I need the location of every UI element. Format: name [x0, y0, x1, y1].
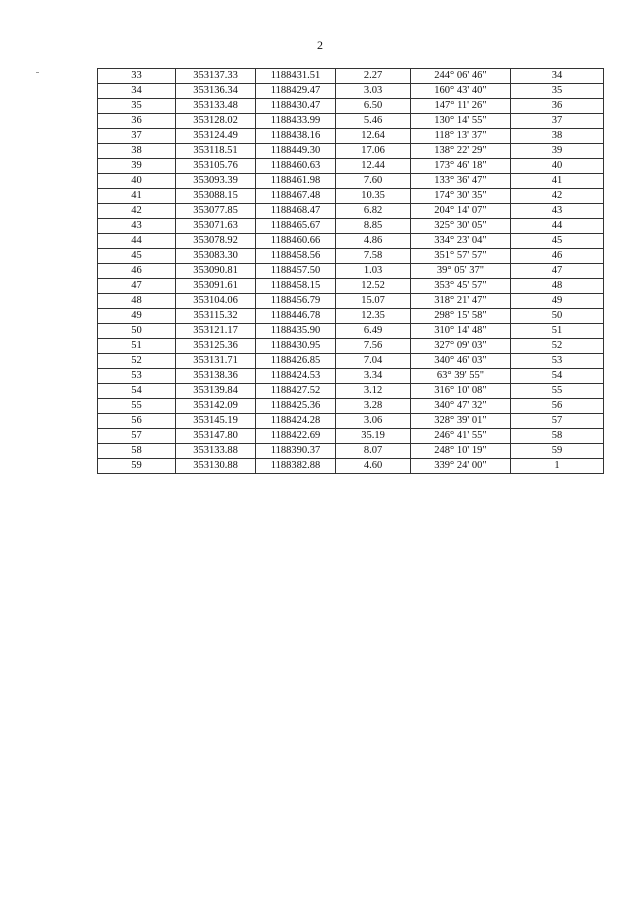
- point-number-cell: 52: [98, 354, 176, 369]
- point-number-cell: 41: [98, 189, 176, 204]
- y-coordinate-cell: 1188433.99: [256, 114, 336, 129]
- distance-cell: 6.49: [336, 324, 411, 339]
- x-coordinate-cell: 353130.88: [176, 459, 256, 474]
- table-row: [98, 414, 604, 429]
- x-coordinate-cell: 353088.15: [176, 189, 256, 204]
- table-row: [98, 294, 604, 309]
- y-coordinate-cell: 1188458.56: [256, 249, 336, 264]
- bearing-cell: 325° 30' 05": [411, 219, 511, 234]
- bearing-cell: 138° 22' 29": [411, 144, 511, 159]
- point-number-cell: 36: [98, 114, 176, 129]
- y-coordinate-cell: 1188390.37: [256, 444, 336, 459]
- next-point-cell: 57: [511, 414, 604, 429]
- next-point-cell: 52: [511, 339, 604, 354]
- next-point-cell: 53: [511, 354, 604, 369]
- y-coordinate-cell: 1188468.47: [256, 204, 336, 219]
- point-number-cell: 37: [98, 129, 176, 144]
- y-coordinate-cell: 1188426.85: [256, 354, 336, 369]
- point-number-cell: 40: [98, 174, 176, 189]
- y-coordinate-cell: 1188461.98: [256, 174, 336, 189]
- x-coordinate-cell: 353083.30: [176, 249, 256, 264]
- page-number: 2: [317, 38, 323, 52]
- bearing-cell: 340° 47' 32": [411, 399, 511, 414]
- distance-cell: 12.44: [336, 159, 411, 174]
- x-coordinate-cell: 353093.39: [176, 174, 256, 189]
- x-coordinate-cell: 353131.71: [176, 354, 256, 369]
- y-coordinate-cell: 1188438.16: [256, 129, 336, 144]
- bearing-cell: 39° 05' 37": [411, 264, 511, 279]
- table-row: [98, 354, 604, 369]
- y-coordinate-cell: 1188427.52: [256, 384, 336, 399]
- x-coordinate-cell: 353133.48: [176, 99, 256, 114]
- next-point-cell: 51: [511, 324, 604, 339]
- y-coordinate-cell: 1188460.66: [256, 234, 336, 249]
- table-row: [98, 219, 604, 234]
- distance-cell: 15.07: [336, 294, 411, 309]
- point-number-cell: 54: [98, 384, 176, 399]
- table-row: [98, 234, 604, 249]
- point-number-cell: 34: [98, 84, 176, 99]
- next-point-cell: 41: [511, 174, 604, 189]
- y-coordinate-cell: 1188425.36: [256, 399, 336, 414]
- distance-cell: 4.86: [336, 234, 411, 249]
- bearing-cell: 339° 24' 00": [411, 459, 511, 474]
- bearing-cell: 351° 57' 57": [411, 249, 511, 264]
- bearing-cell: 246° 41' 55": [411, 429, 511, 444]
- bearing-cell: 173° 46' 18": [411, 159, 511, 174]
- point-number-cell: 48: [98, 294, 176, 309]
- point-number-cell: 38: [98, 144, 176, 159]
- next-point-cell: 55: [511, 384, 604, 399]
- x-coordinate-cell: 353090.81: [176, 264, 256, 279]
- table-row: [98, 99, 604, 114]
- next-point-cell: 34: [511, 69, 604, 84]
- bearing-cell: 174° 30' 35": [411, 189, 511, 204]
- table-row: [98, 69, 604, 84]
- x-coordinate-cell: 353124.49: [176, 129, 256, 144]
- bearing-cell: 63° 39' 55": [411, 369, 511, 384]
- point-number-cell: 55: [98, 399, 176, 414]
- x-coordinate-cell: 353118.51: [176, 144, 256, 159]
- point-number-cell: 33: [98, 69, 176, 84]
- table-row: [98, 189, 604, 204]
- next-point-cell: 36: [511, 99, 604, 114]
- distance-cell: 17.06: [336, 144, 411, 159]
- next-point-cell: 56: [511, 399, 604, 414]
- distance-cell: 4.60: [336, 459, 411, 474]
- y-coordinate-cell: 1188456.79: [256, 294, 336, 309]
- distance-cell: 12.35: [336, 309, 411, 324]
- y-coordinate-cell: 1188446.78: [256, 309, 336, 324]
- bearing-cell: 328° 39' 01": [411, 414, 511, 429]
- x-coordinate-cell: 353137.33: [176, 69, 256, 84]
- point-number-cell: 42: [98, 204, 176, 219]
- x-coordinate-cell: 353139.84: [176, 384, 256, 399]
- x-coordinate-cell: 353115.32: [176, 309, 256, 324]
- distance-cell: 7.58: [336, 249, 411, 264]
- point-number-cell: 57: [98, 429, 176, 444]
- point-number-cell: 35: [98, 99, 176, 114]
- x-coordinate-cell: 353133.88: [176, 444, 256, 459]
- point-number-cell: 45: [98, 249, 176, 264]
- x-coordinate-cell: 353077.85: [176, 204, 256, 219]
- bearing-cell: 310° 14' 48": [411, 324, 511, 339]
- y-coordinate-cell: 1188430.95: [256, 339, 336, 354]
- table-row: [98, 279, 604, 294]
- distance-cell: 6.82: [336, 204, 411, 219]
- point-number-cell: 51: [98, 339, 176, 354]
- table-row: [98, 339, 604, 354]
- x-coordinate-cell: 353136.34: [176, 84, 256, 99]
- y-coordinate-cell: 1188422.69: [256, 429, 336, 444]
- next-point-cell: 47: [511, 264, 604, 279]
- next-point-cell: 40: [511, 159, 604, 174]
- point-number-cell: 50: [98, 324, 176, 339]
- next-point-cell: 38: [511, 129, 604, 144]
- x-coordinate-cell: 353071.63: [176, 219, 256, 234]
- bearing-cell: 160° 43' 40": [411, 84, 511, 99]
- point-number-cell: 56: [98, 414, 176, 429]
- point-number-cell: 59: [98, 459, 176, 474]
- distance-cell: 5.46: [336, 114, 411, 129]
- distance-cell: 35.19: [336, 429, 411, 444]
- distance-cell: 3.03: [336, 84, 411, 99]
- x-coordinate-cell: 353142.09: [176, 399, 256, 414]
- next-point-cell: 43: [511, 204, 604, 219]
- x-coordinate-cell: 353147.80: [176, 429, 256, 444]
- table-row: [98, 249, 604, 264]
- next-point-cell: 39: [511, 144, 604, 159]
- bearing-cell: 244° 06' 46": [411, 69, 511, 84]
- point-number-cell: 44: [98, 234, 176, 249]
- bearing-cell: 334° 23' 04": [411, 234, 511, 249]
- next-point-cell: 50: [511, 309, 604, 324]
- x-coordinate-cell: 353125.36: [176, 339, 256, 354]
- distance-cell: 2.27: [336, 69, 411, 84]
- y-coordinate-cell: 1188465.67: [256, 219, 336, 234]
- bearing-cell: 316° 10' 08": [411, 384, 511, 399]
- distance-cell: 3.12: [336, 384, 411, 399]
- distance-cell: 7.56: [336, 339, 411, 354]
- point-number-cell: 47: [98, 279, 176, 294]
- x-coordinate-cell: 353145.19: [176, 414, 256, 429]
- next-point-cell: 1: [511, 459, 604, 474]
- y-coordinate-cell: 1188424.28: [256, 414, 336, 429]
- next-point-cell: 48: [511, 279, 604, 294]
- bearing-cell: 118° 13' 37": [411, 129, 511, 144]
- next-point-cell: 37: [511, 114, 604, 129]
- x-coordinate-cell: 353128.02: [176, 114, 256, 129]
- bearing-cell: 204° 14' 07": [411, 204, 511, 219]
- distance-cell: 12.52: [336, 279, 411, 294]
- coordinates-table: [97, 68, 604, 474]
- distance-cell: 12.64: [336, 129, 411, 144]
- distance-cell: 7.04: [336, 354, 411, 369]
- y-coordinate-cell: 1188458.15: [256, 279, 336, 294]
- table-row: [98, 444, 604, 459]
- y-coordinate-cell: 1188431.51: [256, 69, 336, 84]
- y-coordinate-cell: 1188424.53: [256, 369, 336, 384]
- distance-cell: 8.07: [336, 444, 411, 459]
- table-row: [98, 159, 604, 174]
- table-row: [98, 129, 604, 144]
- next-point-cell: 58: [511, 429, 604, 444]
- distance-cell: 3.06: [336, 414, 411, 429]
- point-number-cell: 46: [98, 264, 176, 279]
- y-coordinate-cell: 1188382.88: [256, 459, 336, 474]
- table-row: [98, 384, 604, 399]
- table-row: [98, 369, 604, 384]
- y-coordinate-cell: 1188429.47: [256, 84, 336, 99]
- table-row: [98, 174, 604, 189]
- y-coordinate-cell: 1188460.63: [256, 159, 336, 174]
- distance-cell: 8.85: [336, 219, 411, 234]
- table-row: [98, 399, 604, 414]
- distance-cell: 10.35: [336, 189, 411, 204]
- point-number-cell: 49: [98, 309, 176, 324]
- bearing-cell: 318° 21' 47": [411, 294, 511, 309]
- y-coordinate-cell: 1188449.30: [256, 144, 336, 159]
- bearing-cell: 298° 15' 58": [411, 309, 511, 324]
- distance-cell: 1.03: [336, 264, 411, 279]
- bearing-cell: 147° 11' 26": [411, 99, 511, 114]
- table-row: [98, 84, 604, 99]
- bearing-cell: 327° 09' 03": [411, 339, 511, 354]
- point-number-cell: 58: [98, 444, 176, 459]
- y-coordinate-cell: 1188457.50: [256, 264, 336, 279]
- margin-mark: [36, 72, 39, 73]
- bearing-cell: 353° 45' 57": [411, 279, 511, 294]
- next-point-cell: 54: [511, 369, 604, 384]
- coordinates-table-body: [98, 69, 604, 474]
- next-point-cell: 44: [511, 219, 604, 234]
- table-row: [98, 144, 604, 159]
- x-coordinate-cell: 353104.06: [176, 294, 256, 309]
- distance-cell: 6.50: [336, 99, 411, 114]
- distance-cell: 7.60: [336, 174, 411, 189]
- table-row: [98, 114, 604, 129]
- x-coordinate-cell: 353078.92: [176, 234, 256, 249]
- next-point-cell: 59: [511, 444, 604, 459]
- x-coordinate-cell: 353091.61: [176, 279, 256, 294]
- bearing-cell: 340° 46' 03": [411, 354, 511, 369]
- point-number-cell: 43: [98, 219, 176, 234]
- table-row: [98, 459, 604, 474]
- table-row: [98, 204, 604, 219]
- point-number-cell: 53: [98, 369, 176, 384]
- bearing-cell: 248° 10' 19": [411, 444, 511, 459]
- next-point-cell: 42: [511, 189, 604, 204]
- x-coordinate-cell: 353105.76: [176, 159, 256, 174]
- table-row: [98, 324, 604, 339]
- next-point-cell: 45: [511, 234, 604, 249]
- bearing-cell: 133° 36' 47": [411, 174, 511, 189]
- y-coordinate-cell: 1188435.90: [256, 324, 336, 339]
- table-row: [98, 429, 604, 444]
- distance-cell: 3.28: [336, 399, 411, 414]
- distance-cell: 3.34: [336, 369, 411, 384]
- point-number-cell: 39: [98, 159, 176, 174]
- next-point-cell: 46: [511, 249, 604, 264]
- next-point-cell: 49: [511, 294, 604, 309]
- table-row: [98, 309, 604, 324]
- table-row: [98, 264, 604, 279]
- next-point-cell: 35: [511, 84, 604, 99]
- x-coordinate-cell: 353121.17: [176, 324, 256, 339]
- bearing-cell: 130° 14' 55": [411, 114, 511, 129]
- y-coordinate-cell: 1188430.47: [256, 99, 336, 114]
- y-coordinate-cell: 1188467.48: [256, 189, 336, 204]
- x-coordinate-cell: 353138.36: [176, 369, 256, 384]
